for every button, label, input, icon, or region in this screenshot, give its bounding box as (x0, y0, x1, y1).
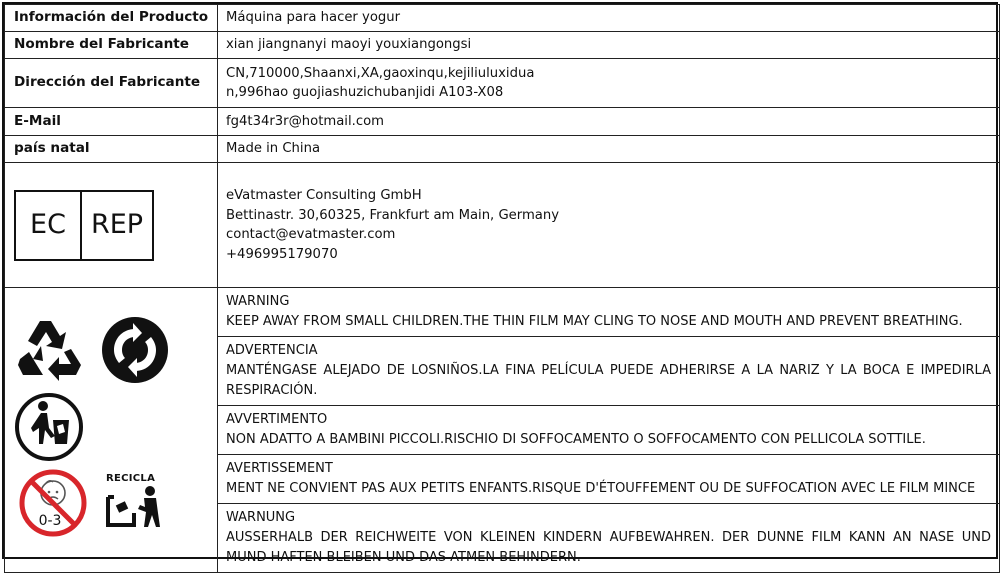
symbols-group (5, 295, 217, 565)
address-line-1: CN,710000,Shaanxi,XA,gaoxinqu,kejiliuluxidua (226, 65, 535, 81)
origin-label: país natal (5, 136, 218, 163)
address-line-2: n,996hao guojiashuzichubanjidi A103-X08 (226, 85, 504, 100)
warning-it-text: NON ADATTO A BAMBINI PICCOLI.RISCHIO DI SOFFOCAMENTO O SOFFOCAMENTO CON PELLICOLA SOTTILE. (226, 432, 926, 447)
ec-rep-phone: +496995179070 (226, 246, 338, 262)
warning-es (218, 337, 1000, 406)
ec-rep-email: contact@evatmaster.com (226, 227, 396, 242)
row-email (5, 108, 1000, 136)
ec-rep-contact (218, 163, 1000, 288)
ec-rep-symbol-right: REP (90, 209, 144, 241)
product-value: Máquina para hacer yogur (218, 5, 1000, 32)
warning-fr-text: MENT NE CONVIENT PAS AUX PETITS ENFANTS.RISQUE D'ÉTOUFFEMENT OU DE SUFFOCATION AVEC LE FILM MINCE (226, 481, 976, 496)
warning-en-text: KEEP AWAY FROM SMALL CHILDREN.THE THIN FILM MAY CLING TO NOSE AND MOUTH AND PREVENT BREATHING. (226, 314, 963, 329)
product-info-table (4, 4, 1000, 573)
recicla-label: RECICLA (106, 473, 156, 484)
warning-fr-title: AVERTISSEMENT (226, 461, 333, 476)
warning-de (218, 504, 1000, 573)
email-label: E-Mail (5, 108, 218, 136)
tidyman-icon (13, 392, 85, 462)
ec-rep-address: Bettinastr. 30,60325, Frankfurt am Main, Germany (226, 207, 560, 223)
product-label-sheet (2, 2, 998, 565)
warning-it-title: AVVERTIMENTO (226, 412, 328, 427)
email-value: fg4t34r3r@hotmail.com (218, 108, 1000, 136)
warning-en (218, 288, 1000, 337)
warning-it (218, 406, 1000, 455)
row-address (5, 59, 1000, 108)
manufacturer-value: xian jiangnanyi maoyi youxiangongsi (218, 32, 1000, 59)
ec-rep-symbol-cell (5, 163, 218, 288)
row-warning-0 (5, 288, 1000, 337)
warning-en-title: WARNING (226, 294, 290, 309)
recicla-icon (104, 485, 170, 529)
row-ec-rep (5, 163, 1000, 288)
product-label: Información del Producto (5, 5, 218, 32)
warning-de-text: AUSSERHALB DER REICHWEITE VON KLEINEN KINDERN AUFBEWAHREN. DER DUNNE FILM KANN AN NASE UND MUND HAFTEN BLEIBEN UND DAS ATMEN BEHINDERN. (226, 530, 991, 565)
warning-es-title: ADVERTENCIA (226, 343, 318, 358)
warning-es-text: MANTÉNGASE ALEJADO DE LOSNIÑOS.LA FINA PELÍCULA PUEDE ADHERIRSE A LA NARIZ Y LA BOCA E IMPEDIRLA RESPIRACIÓN. (226, 363, 991, 398)
symbols-cell (5, 288, 218, 573)
ec-rep-company: eVatmaster Consulting GmbH (226, 188, 422, 203)
row-product (5, 5, 1000, 32)
address-label: Dirección del Fabricante (5, 59, 218, 108)
manufacturer-label: Nombre del Fabricante (5, 32, 218, 59)
age-warning-icon (17, 467, 89, 539)
row-manufacturer (5, 32, 1000, 59)
recycle-icon (13, 315, 87, 385)
age-warning-text: 0-3 (38, 513, 62, 529)
origin-value: Made in China (218, 136, 1000, 163)
address-value (218, 59, 1000, 108)
row-origin (5, 136, 1000, 163)
ec-rep-symbol (14, 190, 154, 261)
ec-rep-symbol-left: EC (16, 192, 82, 259)
warning-de-title: WARNUNG (226, 510, 296, 525)
warning-fr (218, 455, 1000, 504)
green-dot-icon (100, 315, 170, 385)
